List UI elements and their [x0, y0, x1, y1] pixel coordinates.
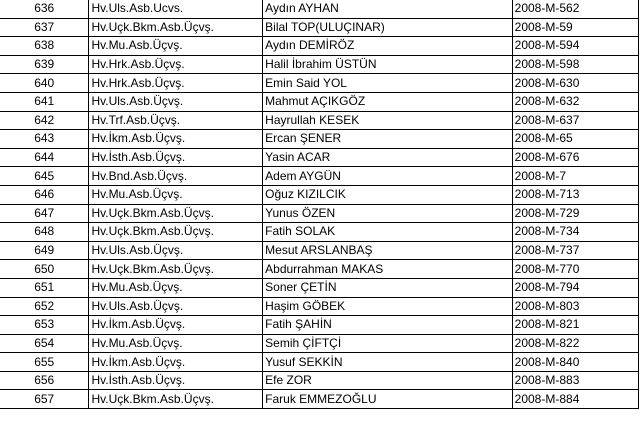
rank-cell: Hv.Uçk.Bkm.Asb.Üçvş. — [89, 204, 263, 223]
name-cell: Soner ÇETİN — [263, 278, 513, 297]
code-cell: 2008-M-803 — [512, 297, 638, 316]
rank-cell: Hv.Uls.Asb.Üçvş. — [89, 297, 263, 316]
code-cell: 2008-M-734 — [512, 223, 638, 242]
name-cell: Fatih ŞAHİN — [263, 316, 513, 335]
code-cell: 2008-M-632 — [512, 92, 638, 111]
code-cell: 2008-M-821 — [512, 316, 638, 335]
row-number: 636 — [0, 0, 89, 18]
row-number: 656 — [0, 371, 89, 390]
name-cell: Mesut ARSLANBAŞ — [263, 241, 513, 260]
row-number: 650 — [0, 260, 89, 279]
code-cell: 2008-M-737 — [512, 241, 638, 260]
code-cell: 2008-M-770 — [512, 260, 638, 279]
rank-cell: Hv.Uçk.Bkm.Asb.Üçvş. — [89, 260, 263, 279]
table-row — [0, 241, 639, 260]
rank-cell: Hv.İkm.Asb.Üçvş. — [89, 130, 263, 149]
code-cell: 2008-M-630 — [512, 74, 638, 93]
code-cell: 2008-M-59 — [512, 18, 638, 37]
code-cell: 2008-M-840 — [512, 353, 638, 372]
row-number: 646 — [0, 185, 89, 204]
code-cell: 2008-M-7 — [512, 167, 638, 186]
table-row — [0, 278, 639, 297]
row-number: 654 — [0, 334, 89, 353]
row-number: 642 — [0, 111, 89, 130]
table-row — [0, 371, 639, 390]
name-cell: Emin Said YOL — [263, 74, 513, 93]
name-cell: Oğuz KIZILCIK — [263, 185, 513, 204]
rank-cell: Hv.Uçk.Bkm.Asb.Üçvş. — [89, 18, 263, 37]
row-number: 653 — [0, 316, 89, 335]
table-row — [0, 74, 639, 93]
rank-cell: Hv.Mu.Asb.Üçvş. — [89, 185, 263, 204]
rank-cell: Hv.İkm.Asb.Üçvş. — [89, 353, 263, 372]
rank-cell: Hv.Trf.Asb.Üçvş. — [89, 111, 263, 130]
row-number: 640 — [0, 74, 89, 93]
row-number: 657 — [0, 390, 89, 409]
code-cell: 2008-M-676 — [512, 148, 638, 167]
table-row — [0, 316, 639, 335]
row-number: 638 — [0, 37, 89, 56]
row-number: 641 — [0, 92, 89, 111]
name-cell: Halil İbrahim ÜSTÜN — [263, 55, 513, 74]
rank-cell: Hv.Hrk.Asb.Üçvş. — [89, 74, 263, 93]
code-cell: 2008-M-562 — [512, 0, 638, 18]
table-row — [0, 297, 639, 316]
table-row — [0, 55, 639, 74]
code-cell: 2008-M-884 — [512, 390, 638, 409]
name-cell: Semih ÇİFTÇİ — [263, 334, 513, 353]
code-cell: 2008-M-598 — [512, 55, 638, 74]
table-row — [0, 185, 639, 204]
code-cell: 2008-M-729 — [512, 204, 638, 223]
code-cell: 2008-M-713 — [512, 185, 638, 204]
row-number: 655 — [0, 353, 89, 372]
rank-cell: Hv.Uls.Asb.Ucvs. — [89, 0, 263, 18]
rank-cell: Hv.Uçk.Bkm.Asb.Üçvş. — [89, 390, 263, 409]
row-number: 637 — [0, 18, 89, 37]
row-number: 644 — [0, 148, 89, 167]
rank-cell: Hv.Bnd.Asb.Üçvş. — [89, 167, 263, 186]
name-cell: Ercan ŞENER — [263, 130, 513, 149]
name-cell: Aydın DEMİRÖZ — [263, 37, 513, 56]
rank-cell: Hv.Mu.Asb.Üçvş. — [89, 37, 263, 56]
table-row — [0, 260, 639, 279]
rank-cell: Hv.İsth.Asb.Üçvş. — [89, 371, 263, 390]
table-row — [0, 148, 639, 167]
rank-cell: Hv.Mu.Asb.Üçvş. — [89, 278, 263, 297]
table-row — [0, 130, 639, 149]
code-cell: 2008-M-794 — [512, 278, 638, 297]
name-cell: Hayrullah KESEK — [263, 111, 513, 130]
rank-cell: Hv.İkm.Asb.Üçvş. — [89, 316, 263, 335]
row-number: 639 — [0, 55, 89, 74]
name-cell: Mahmut AÇIKGÖZ — [263, 92, 513, 111]
row-number: 651 — [0, 278, 89, 297]
table-row — [0, 18, 639, 37]
code-cell: 2008-M-637 — [512, 111, 638, 130]
name-cell: Bilal TOP(ULUÇINAR) — [263, 18, 513, 37]
code-cell: 2008-M-822 — [512, 334, 638, 353]
table-row — [0, 37, 639, 56]
rank-cell: Hv.Uçk.Bkm.Asb.Üçvş. — [89, 223, 263, 242]
table-row — [0, 167, 639, 186]
table-row — [0, 92, 639, 111]
table-row — [0, 334, 639, 353]
rank-cell: Hv.Hrk.Asb.Üçvş. — [89, 55, 263, 74]
name-cell: Yunus ÖZEN — [263, 204, 513, 223]
name-cell: Aydın AYHAN — [263, 0, 513, 18]
name-cell: Haşim GÖBEK — [263, 297, 513, 316]
table-row — [0, 0, 639, 18]
rank-cell: Hv.Uls.Asb.Üçvş. — [89, 92, 263, 111]
name-cell: Fatih SOLAK — [263, 223, 513, 242]
table-row — [0, 223, 639, 242]
rank-cell: Hv.Uls.Asb.Üçvş. — [89, 241, 263, 260]
name-cell: Faruk EMMEZOĞLU — [263, 390, 513, 409]
table-row — [0, 390, 639, 409]
table-row — [0, 353, 639, 372]
row-number: 647 — [0, 204, 89, 223]
rank-cell: Hv.İsth.Asb.Üçvş. — [89, 148, 263, 167]
row-number: 643 — [0, 130, 89, 149]
row-number: 649 — [0, 241, 89, 260]
name-cell: Adem AYGÜN — [263, 167, 513, 186]
code-cell: 2008-M-65 — [512, 130, 638, 149]
name-cell: Abdurrahman MAKAS — [263, 260, 513, 279]
table-row — [0, 204, 639, 223]
table-row — [0, 111, 639, 130]
code-cell: 2008-M-594 — [512, 37, 638, 56]
name-cell: Yusuf SEKKİN — [263, 353, 513, 372]
row-number: 648 — [0, 223, 89, 242]
row-number: 652 — [0, 297, 89, 316]
name-cell: Efe ZOR — [263, 371, 513, 390]
name-cell: Yasin ACAR — [263, 148, 513, 167]
rank-cell: Hv.Mu.Asb.Üçvş. — [89, 334, 263, 353]
row-number: 645 — [0, 167, 89, 186]
code-cell: 2008-M-883 — [512, 371, 638, 390]
